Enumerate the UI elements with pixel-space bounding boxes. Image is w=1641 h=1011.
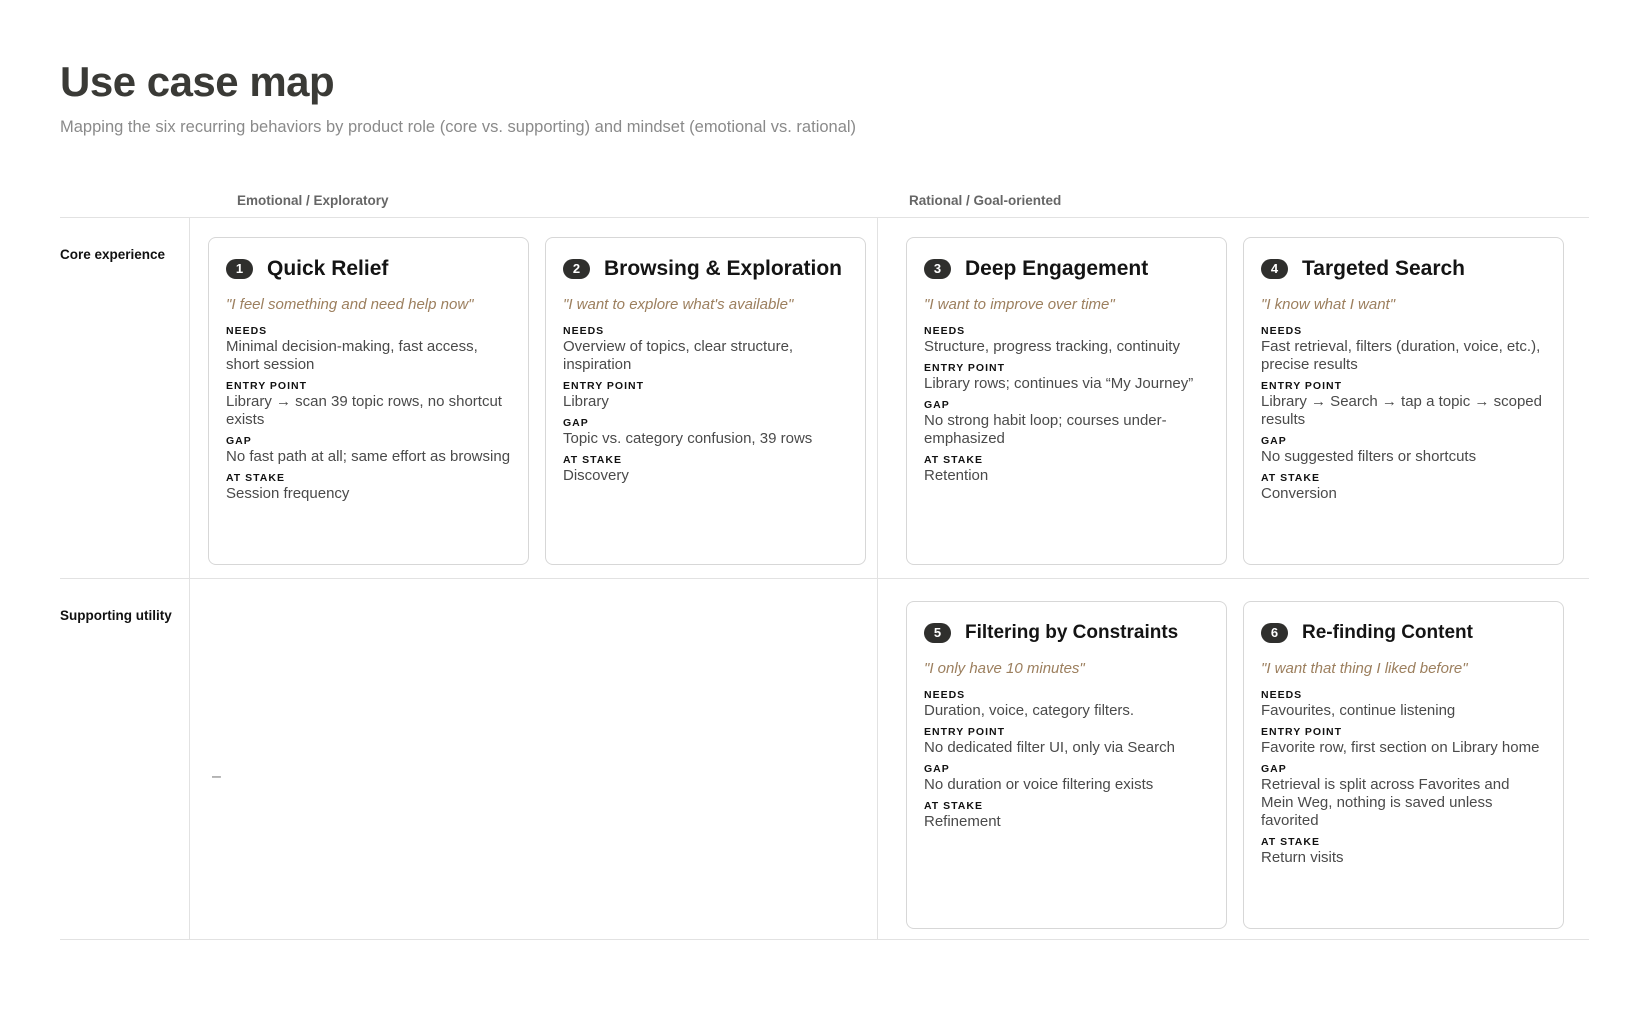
entry-point-value: No dedicated filter UI, only via Search <box>924 739 1175 756</box>
card-title: Browsing & Exploration <box>604 257 843 280</box>
card-quote: "I want to improve over time" <box>924 296 1115 313</box>
entry-point-value: Library → Search → tap a topic → scoped results <box>1261 393 1542 428</box>
entry-point-label: ENTRY POINT <box>563 380 645 392</box>
entry-point-value: Favorite row, first section on Library home <box>1261 739 1540 756</box>
card-quote: "I want to explore what's available" <box>563 296 794 313</box>
at-stake-value: Return visits <box>1261 849 1344 866</box>
gap-value: Retrieval is split across Favorites and Mein Weg, nothing is saved unless favorited <box>1261 776 1510 829</box>
gap-label: GAP <box>1261 435 1287 447</box>
card-quote: "I want that thing I liked before" <box>1261 660 1468 677</box>
needs-value: Favourites, continue listening <box>1261 702 1456 719</box>
entry-point-value: Library → scan 39 topic rows, no shortcut exists <box>226 393 502 428</box>
needs-label: NEEDS <box>1261 325 1303 337</box>
gap-label: GAP <box>226 435 252 447</box>
needs-label: NEEDS <box>226 325 268 337</box>
at-stake-label: AT STAKE <box>563 454 622 466</box>
card-quote: "I feel something and need help now" <box>226 296 474 313</box>
needs-label: NEEDS <box>924 689 966 701</box>
at-stake-value: Session frequency <box>226 485 350 502</box>
entry-point-label: ENTRY POINT <box>226 380 308 392</box>
row-header-core: Core experience <box>60 247 166 262</box>
gap-label: GAP <box>924 763 950 775</box>
card-number-badge: 3 <box>924 259 951 279</box>
card-title: Quick Relief <box>267 257 389 280</box>
entry-point-label: ENTRY POINT <box>1261 380 1343 392</box>
card-number-badge: 1 <box>226 259 253 279</box>
row-header-supporting: Supporting utility <box>60 608 172 623</box>
at-stake-value: Conversion <box>1261 485 1337 502</box>
gap-value: Topic vs. category confusion, 39 rows <box>563 430 813 447</box>
use-case-card-deep-engagement[interactable] <box>906 237 1227 565</box>
gap-label: GAP <box>563 417 589 429</box>
card-quote: "I only have 10 minutes" <box>924 660 1085 677</box>
needs-value: Fast retrieval, filters (duration, voice, etc.), precise results <box>1261 338 1541 373</box>
entry-point-value: Library <box>563 393 609 410</box>
entry-point-value: Library rows; continues via “My Journey” <box>924 375 1194 392</box>
use-case-card-targeted-search[interactable] <box>1243 237 1564 565</box>
card-number-badge: 2 <box>563 259 590 279</box>
column-header-emotional: Emotional / Exploratory <box>237 193 389 208</box>
column-header-rational: Rational / Goal-oriented <box>909 193 1062 208</box>
needs-label: NEEDS <box>563 325 605 337</box>
needs-value: Structure, progress tracking, continuity <box>924 338 1180 355</box>
entry-point-label: ENTRY POINT <box>924 362 1006 374</box>
at-stake-label: AT STAKE <box>1261 472 1320 484</box>
card-number-badge: 6 <box>1261 623 1288 643</box>
card-title: Filtering by Constraints <box>965 622 1179 643</box>
use-case-card-refinding-content[interactable] <box>1243 601 1564 929</box>
grid-line-bottom <box>60 939 1589 940</box>
needs-label: NEEDS <box>924 325 966 337</box>
card-quote: "I know what I want" <box>1261 296 1396 313</box>
at-stake-value: Retention <box>924 467 989 484</box>
use-case-card-quick-relief[interactable] <box>208 237 529 565</box>
entry-point-label: ENTRY POINT <box>1261 726 1343 738</box>
use-case-card-filtering-by-constraints[interactable] <box>906 601 1227 929</box>
at-stake-label: AT STAKE <box>1261 836 1320 848</box>
use-case-card-browsing-exploration[interactable] <box>545 237 866 565</box>
grid-line-middle <box>60 578 1589 579</box>
entry-point-label: ENTRY POINT <box>924 726 1006 738</box>
page-subtitle: Mapping the six recurring behaviors by product role (core vs. supporting) and mindset (emotional vs. rational) <box>60 118 857 136</box>
grid-line-row-header <box>189 217 190 939</box>
at-stake-label: AT STAKE <box>226 472 285 484</box>
card-title: Re-finding Content <box>1302 622 1473 643</box>
gap-value: No suggested filters or shortcuts <box>1261 448 1477 465</box>
grid-line-top <box>60 217 1589 218</box>
card-title: Deep Engagement <box>965 257 1149 280</box>
gap-label: GAP <box>924 399 950 411</box>
empty-cell-indicator: – <box>212 768 221 785</box>
card-number-badge: 4 <box>1261 259 1288 279</box>
needs-value: Overview of topics, clear structure, inspiration <box>563 338 794 373</box>
grid-line-column-divider <box>877 217 878 939</box>
card-number-badge: 5 <box>924 623 951 643</box>
at-stake-value: Discovery <box>563 467 629 484</box>
page-title: Use case map <box>60 58 335 105</box>
needs-label: NEEDS <box>1261 689 1303 701</box>
gap-value: No fast path at all; same effort as browsing <box>226 448 511 465</box>
gap-label: GAP <box>1261 763 1287 775</box>
at-stake-label: AT STAKE <box>924 454 983 466</box>
needs-value: Duration, voice, category filters. <box>924 702 1135 719</box>
card-title: Targeted Search <box>1302 257 1466 280</box>
gap-value: No duration or voice filtering exists <box>924 776 1154 793</box>
at-stake-value: Refinement <box>924 813 1001 830</box>
needs-value: Minimal decision-making, fast access, short session <box>226 338 478 373</box>
gap-value: No strong habit loop; courses under-emphasized <box>924 412 1167 447</box>
at-stake-label: AT STAKE <box>924 800 983 812</box>
